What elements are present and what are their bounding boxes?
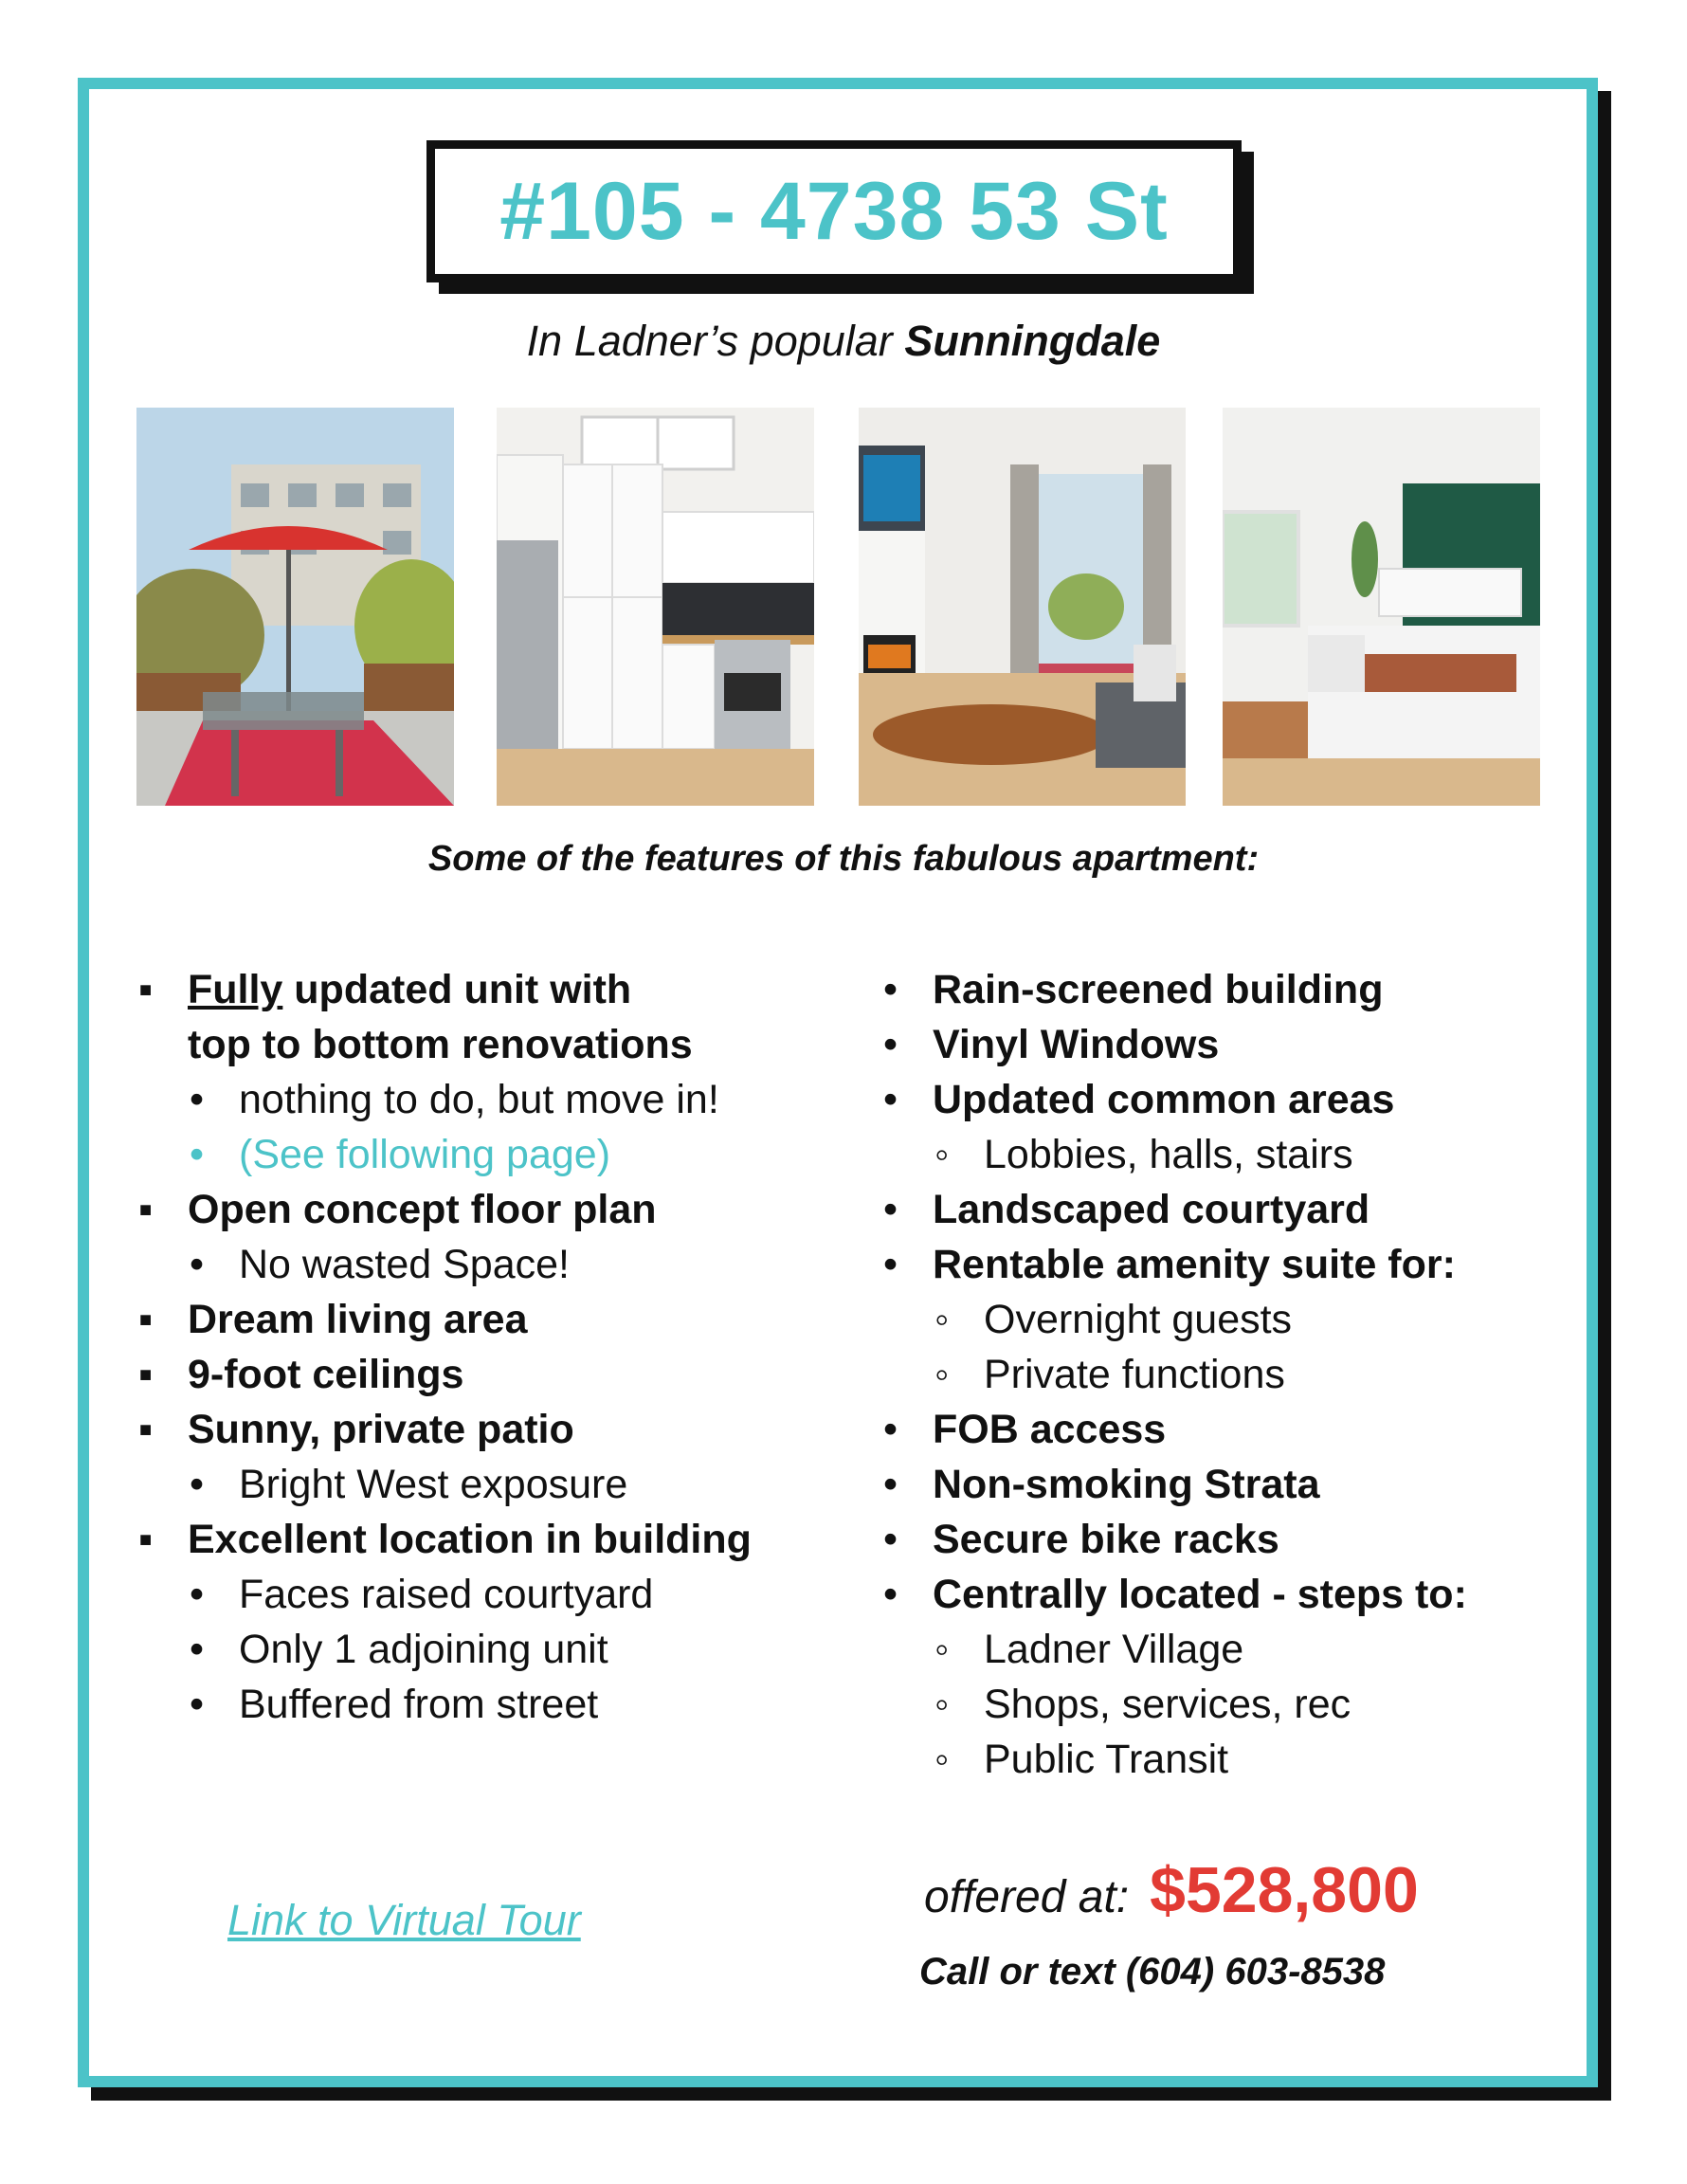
- subitem-text: No wasted Space!: [239, 1242, 570, 1287]
- bullet-icon: •: [883, 1462, 898, 1507]
- feature-text: Open concept floor plan: [188, 1187, 657, 1232]
- feature-text: Landscaped courtyard: [933, 1187, 1370, 1232]
- list-item: [880, 962, 1562, 1017]
- feature-text: Rain-screened building: [933, 967, 1384, 1012]
- subitem-text: Buffered from street: [239, 1682, 599, 1727]
- feature-text: Secure bike racks: [933, 1517, 1279, 1562]
- feature-text: Updated common areas: [933, 1077, 1395, 1122]
- circle-bullet-icon: ◦: [934, 1352, 950, 1397]
- photo-kitchen: [497, 408, 814, 806]
- bullet-icon: •: [883, 1022, 898, 1067]
- contact-phone: Call or text (604) 603-8538: [919, 1951, 1386, 1993]
- listing-address: #105 - 4738 53 St: [499, 165, 1169, 257]
- subtitle-prefix: In Ladner’s popular: [526, 317, 893, 365]
- list-subitem: [880, 1677, 1562, 1732]
- list-subitem: [135, 1567, 874, 1622]
- feature-list-left: [135, 962, 874, 1732]
- feature-text: FOB access: [933, 1407, 1167, 1452]
- bullet-icon: •: [190, 1572, 205, 1617]
- bullet-icon: •: [190, 1077, 205, 1122]
- feature-text: updated unit with: [282, 967, 632, 1012]
- square-bullet-icon: ▪: [138, 1297, 154, 1342]
- feature-text: Sunny, private patio: [188, 1407, 574, 1452]
- list-subitem: [135, 1677, 874, 1732]
- photo-living-room: [859, 408, 1186, 806]
- list-item: [135, 1512, 874, 1567]
- feature-list-right: [880, 962, 1562, 1787]
- feature-text: 9-foot ceilings: [188, 1352, 464, 1397]
- list-item: [880, 1182, 1562, 1237]
- list-subitem: [135, 1237, 874, 1292]
- list-item: [880, 1237, 1562, 1292]
- list-subitem: [135, 1072, 874, 1127]
- list-item: [880, 1512, 1562, 1567]
- subitem-text: Lobbies, halls, stairs: [984, 1132, 1353, 1177]
- bullet-icon: •: [883, 1242, 898, 1287]
- feature-text: Vinyl Windows: [933, 1022, 1220, 1067]
- bullet-icon: •: [190, 1627, 205, 1672]
- list-item: [880, 1457, 1562, 1512]
- list-subitem: [880, 1622, 1562, 1677]
- list-subitem: [880, 1127, 1562, 1182]
- subitem-text: Ladner Village: [984, 1627, 1244, 1672]
- feature-text-continued: top to bottom renovations: [188, 1022, 693, 1067]
- features-heading: Some of the features of this fabulous apartment:: [427, 839, 1260, 879]
- circle-bullet-icon: ◦: [934, 1297, 950, 1342]
- subitem-text: Only 1 adjoining unit: [239, 1627, 608, 1672]
- list-subitem: [880, 1732, 1562, 1787]
- subitem-text: Shops, services, rec: [984, 1682, 1351, 1727]
- bullet-icon: •: [883, 1407, 898, 1452]
- offer-label: offered at:: [924, 1872, 1130, 1922]
- feature-emphasis: Fully: [188, 967, 283, 1012]
- feature-text: Excellent location in building: [188, 1517, 752, 1562]
- square-bullet-icon: ▪: [138, 1187, 154, 1232]
- square-bullet-icon: ▪: [138, 967, 154, 1012]
- bullet-icon: •: [190, 1682, 205, 1727]
- list-subitem: [135, 1622, 874, 1677]
- subtitle: [0, 317, 1687, 366]
- feature-text: Centrally located - steps to:: [933, 1572, 1467, 1617]
- feature-text: Dream living area: [188, 1297, 528, 1342]
- neighbourhood-name: Sunningdale: [904, 317, 1161, 365]
- feature-text: Non-smoking Strata: [933, 1462, 1320, 1507]
- bullet-icon: •: [883, 1517, 898, 1562]
- subitem-text: Bright West exposure: [239, 1462, 628, 1507]
- photo-courtyard: [136, 408, 454, 806]
- subitem-text: nothing to do, but move in!: [239, 1077, 719, 1122]
- offer: [924, 1853, 1419, 1927]
- subitem-text: (See following page): [239, 1132, 611, 1177]
- bullet-icon: •: [190, 1242, 205, 1287]
- subitem-text: Private functions: [984, 1352, 1285, 1397]
- bullet-icon: •: [190, 1462, 205, 1507]
- list-item: [135, 1347, 874, 1402]
- circle-bullet-icon: ◦: [934, 1627, 950, 1672]
- list-subitem-see-following-page: [135, 1127, 874, 1182]
- list-subitem: [135, 1457, 874, 1512]
- circle-bullet-icon: ◦: [934, 1132, 950, 1177]
- bullet-icon: •: [190, 1132, 205, 1177]
- list-item: [135, 1292, 874, 1347]
- square-bullet-icon: ▪: [138, 1407, 154, 1452]
- virtual-tour-link[interactable]: Link to Virtual Tour: [227, 1896, 581, 1944]
- bullet-icon: •: [883, 967, 898, 1012]
- list-item: [880, 1402, 1562, 1457]
- square-bullet-icon: ▪: [138, 1352, 154, 1397]
- subitem-text: Public Transit: [984, 1737, 1229, 1782]
- list-subitem: [880, 1347, 1562, 1402]
- title-box: [426, 140, 1242, 282]
- list-item: [880, 1567, 1562, 1622]
- photo-bedroom: [1223, 408, 1540, 806]
- list-item: [135, 962, 874, 1072]
- circle-bullet-icon: ◦: [934, 1682, 950, 1727]
- square-bullet-icon: ▪: [138, 1517, 154, 1562]
- list-item: [135, 1182, 874, 1237]
- bullet-icon: •: [883, 1572, 898, 1617]
- offer-price: $528,800: [1150, 1854, 1419, 1926]
- list-item: [880, 1072, 1562, 1127]
- list-item: [135, 1402, 874, 1457]
- circle-bullet-icon: ◦: [934, 1737, 950, 1782]
- bullet-icon: •: [883, 1077, 898, 1122]
- subitem-text: Overnight guests: [984, 1297, 1293, 1342]
- list-item: [880, 1017, 1562, 1072]
- bullet-icon: •: [883, 1187, 898, 1232]
- subitem-text: Faces raised courtyard: [239, 1572, 654, 1617]
- list-subitem: [880, 1292, 1562, 1347]
- feature-text: Rentable amenity suite for:: [933, 1242, 1456, 1287]
